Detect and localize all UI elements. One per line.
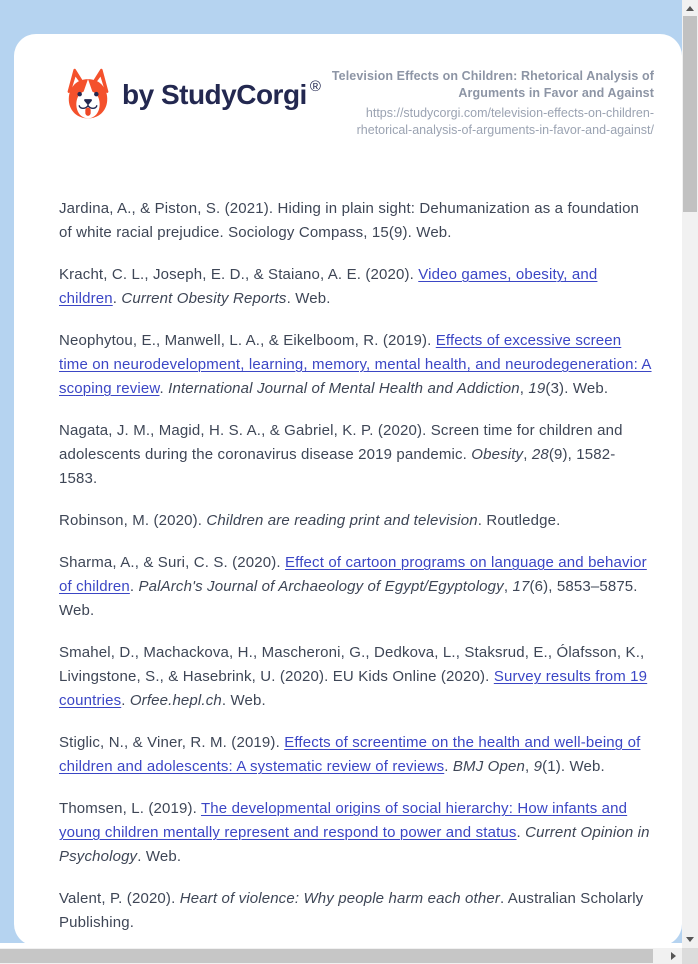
reference-italic-text: Current Opinion in Psychology [59, 824, 650, 865]
reference-item [59, 887, 653, 935]
references-list [14, 197, 682, 935]
reference-text: Kracht, C. L., Joseph, E. D., & Staiano, A. E. (2020). [59, 266, 419, 283]
studycorgi-logo [63, 66, 321, 124]
reference-text: . Web. [137, 848, 182, 865]
reference-text: Thomsen, L. (2019). [59, 800, 201, 817]
reference-italic-text: BMJ Open [452, 758, 525, 775]
scroll-up-icon[interactable] [686, 6, 694, 11]
reference-item [59, 509, 653, 533]
registered-trademark-icon: ® [309, 77, 321, 95]
source-url: https://studycorgi.com/television-effects-on-children-rhetorical-analysis-of-arguments-in-favor-and-against/ [356, 106, 654, 137]
reference-text: , [503, 578, 513, 595]
reference-text: (3). Web. [545, 380, 609, 397]
document-card [14, 34, 682, 946]
reference-item [59, 419, 653, 491]
reference-link[interactable]: Effects of screentime on the health and well-being of children and adolescents: A systematic review of reviews [59, 734, 641, 775]
reference-text: . Australian Scholarly Publishing. [59, 890, 644, 931]
reference-text: . Routledge. [477, 512, 561, 529]
reference-italic-text: International Journal of Mental Health and Addiction [168, 380, 520, 397]
reference-text: . Web. [286, 290, 331, 307]
scrollbar-corner [682, 948, 698, 964]
scroll-down-icon[interactable] [686, 937, 694, 942]
reference-text: (9), 1582-1583. [59, 446, 616, 487]
reference-italic-text: 9 [533, 758, 543, 775]
logo-wordmark: by StudyCorgi [122, 79, 307, 110]
reference-item [59, 731, 653, 779]
reference-text: , [524, 758, 534, 775]
document-header [14, 34, 682, 139]
reference-text: Valent, P. (2020). [59, 890, 180, 907]
reference-item [59, 641, 653, 713]
reference-item [59, 797, 653, 869]
page-title: Television Effects on Children: Rhetorical Analysis of Arguments in Favor and Against [331, 69, 654, 100]
reference-link[interactable]: Video games, obesity, and children [59, 266, 598, 307]
reference-text: , [519, 380, 529, 397]
document-title-block [324, 68, 654, 139]
reference-italic-text: PalArch's Journal of Archaeology of Egypt/Egyptology [138, 578, 504, 595]
reference-text: , [523, 446, 532, 463]
reference-text: . [112, 290, 122, 307]
corgi-logo-icon [63, 66, 113, 124]
reference-text: . [129, 578, 139, 595]
horizontal-scrollbar-thumb[interactable] [0, 949, 653, 963]
reference-italic-text: Children are reading print and television [206, 512, 478, 529]
reference-text: Nagata, J. M., Magid, H. S. A., & Gabriel, K. P. (2020). Screen time for children and adolescents during the coronavirus disease 2019 pandemic. [59, 422, 623, 463]
reference-text: . [159, 380, 169, 397]
reference-link[interactable]: Survey results from 19 countries [59, 668, 648, 709]
reference-text: . Web. [221, 692, 266, 709]
reference-italic-text: Current Obesity Reports [121, 290, 287, 307]
reference-italic-text: Orfee.hepl.ch [129, 692, 222, 709]
reference-italic-text: Heart of violence: Why people harm each other [179, 890, 500, 907]
reference-italic-text: 28 [531, 446, 549, 463]
reference-link[interactable]: The developmental origins of social hierarchy: How infants and young children mentally represent and respond to power and status [59, 800, 628, 841]
reference-text: Sharma, A., & Suri, C. S. (2020). [59, 554, 286, 571]
reference-text: . [444, 758, 453, 775]
reference-italic-text: 19 [528, 380, 546, 397]
scroll-right-icon[interactable] [671, 952, 676, 960]
reference-italic-text: 17 [512, 578, 530, 595]
reference-item [59, 551, 653, 623]
vertical-scrollbar[interactable] [682, 0, 698, 948]
reference-italic-text: Obesity [471, 446, 524, 463]
reference-text: Neophytou, E., Manwell, L. A., & Eikelboom, R. (2019). [59, 332, 436, 349]
reference-item [59, 197, 653, 245]
reference-link[interactable]: Effects of excessive screen time on neurodevelopment, learning, memory, mental health, and neurodegeneration: A scoping review [59, 332, 652, 397]
reference-text: (6), 5853–5875. Web. [59, 578, 638, 619]
reference-text: Jardina, A., & Piston, S. (2021). Hiding in plain sight: Dehumanization as a foundation of white racial prejudice. Sociology Compass, 15(9). Web. [59, 200, 640, 241]
reference-item [59, 329, 653, 401]
reference-text: Robinson, M. (2020). [59, 512, 207, 529]
reference-text: . [516, 824, 526, 841]
vertical-scrollbar-thumb[interactable] [683, 16, 697, 212]
reference-item [59, 263, 653, 311]
reference-text: Stiglic, N., & Viner, R. M. (2019). [59, 734, 285, 751]
reference-text: . [121, 692, 130, 709]
horizontal-scrollbar[interactable] [0, 948, 682, 964]
reference-text: Smahel, D., Machackova, H., Mascheroni, G., Dedkova, L., Staksrud, E., Ólafsson, K., Livingstone, S., & Hasebrink, U. (2020). EU Kids Online (2020). [59, 644, 645, 685]
reference-text: (1). Web. [542, 758, 605, 775]
reference-link[interactable]: Effect of cartoon programs on language and behavior of children [59, 554, 647, 595]
